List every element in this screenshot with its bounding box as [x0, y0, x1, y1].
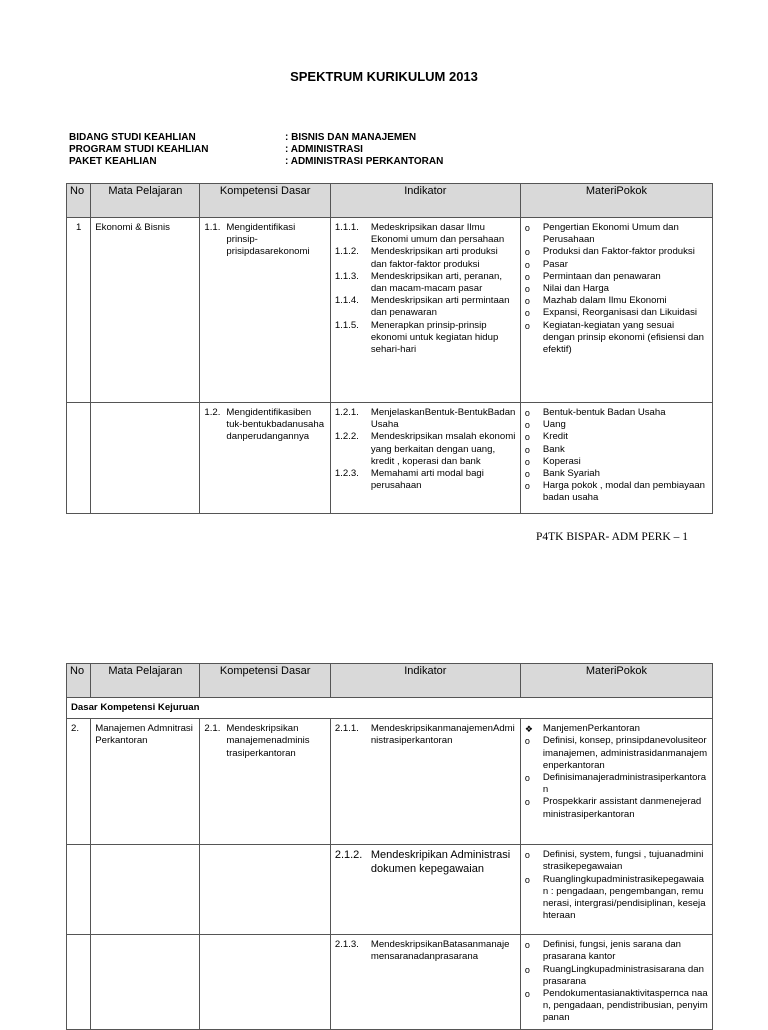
row-number [67, 845, 91, 935]
list-item [525, 874, 708, 923]
materi-cell [520, 403, 712, 514]
meta-row-paket [69, 156, 443, 168]
indikator-number: 1.1.1. [334, 222, 359, 233]
mata-pelajaran: Manajemen Admnitrasi Perkantoran [91, 719, 200, 845]
row-number: 2. [67, 719, 91, 845]
materi-text: Nilai dan Harga [542, 283, 610, 295]
indikator-number: 1.1.4. [334, 295, 359, 307]
list-item [525, 407, 708, 419]
indikator-text: Menerapkan prinsip-prinsip ekonomi untuk kegiatan hidup sehari-hari [370, 319, 499, 356]
section-title: Dasar Kompetensi Kejuruan [67, 698, 713, 719]
indikator-item [335, 246, 516, 270]
list-item [525, 444, 708, 456]
list-item [525, 772, 708, 796]
kompetensi-dasar [200, 845, 330, 935]
list-item [525, 431, 708, 443]
indikator-text: MenjelaskanBentuk-BentukBadan Usaha [370, 407, 516, 431]
meta-label: PROGRAM STUDI KEAHLIAN [69, 144, 209, 155]
circle-bullet-icon: o [524, 989, 530, 1000]
kd-text: Mengidentifikasi prinsip-prisipdasarekonomi [226, 222, 310, 258]
meta-row-bidang [69, 132, 443, 144]
circle-bullet-icon: o [524, 284, 530, 295]
circle-bullet-icon: o [524, 456, 530, 467]
mata-pelajaran: Ekonomi & Bisnis [91, 218, 200, 403]
materi-text: Pendokumentasianaktivitaspernca naan, pengadaan, pendistribusian, penyimpanan [542, 988, 708, 1024]
materi-text: Bentuk-bentuk Badan Usaha [542, 407, 666, 418]
curriculum-table-1 [66, 183, 713, 514]
materi-text: Kegiatan-kegiatan yang sesuai dengan prinsip ekonomi (efisiensi dan efektif) [542, 319, 704, 356]
materi-text: Definisi, fungsi, jenis sarana dan prasarana kantor [542, 939, 681, 963]
meta-value: : ADMINISTRASI PERKANTORAN [285, 156, 444, 167]
circle-bullet-icon: o [524, 964, 530, 975]
list-item [525, 468, 708, 480]
header-no: No [67, 664, 91, 698]
list-item [525, 307, 708, 319]
indikator-item [335, 468, 516, 492]
list-item [525, 849, 708, 873]
materi-text: Permintaan dan penawaran [542, 270, 661, 282]
indikator-item [335, 407, 516, 431]
materi-text: Ruanglingkupadministrasikepegawaian : pengadaan, pengembangan, remunerasi, intergrasi/pendisiplinan, kesejahteraan [542, 873, 706, 922]
row-number: 1 [67, 218, 91, 403]
indikator-text: MendeskripsikanmanajemenAdministrasiperkantoran [370, 723, 515, 747]
mata-pelajaran [91, 403, 200, 514]
kompetensi-dasar [200, 403, 330, 514]
circle-bullet-icon: o [524, 773, 530, 784]
materi-text: Kredit [542, 431, 568, 443]
indikator-text: Mendeskripsikan arti produksi dan faktor-faktor produksi [370, 246, 498, 270]
table-row [67, 845, 713, 935]
header-indikator: Indikator [330, 184, 520, 218]
header-mata-pelajaran: Mata Pelajaran [91, 664, 200, 698]
meta-label: PAKET KEAHLIAN [69, 156, 157, 167]
list-item [525, 320, 708, 357]
circle-bullet-icon: o [524, 874, 530, 885]
kd-number: 1.2. [204, 407, 221, 418]
table-row [67, 218, 713, 403]
meta-label: BIDANG STUDI KEAHLIAN [69, 132, 196, 143]
kd-number: 1.1. [204, 222, 221, 233]
indikator-text: Mendeskripikan Administrasi dokumen kepegawaian [370, 849, 511, 875]
circle-bullet-icon: o [524, 444, 530, 455]
section-row [67, 698, 713, 719]
materi-text: Mazhab dalam Ilmu Ekonomi [542, 295, 667, 307]
list-item [525, 259, 708, 271]
indikator-number: 1.2.1. [334, 407, 359, 418]
indikator-cell [330, 218, 520, 403]
indikator-number: 2.1.1. [334, 723, 359, 735]
circle-bullet-icon: o [524, 271, 530, 282]
meta-value: : BISNIS DAN MANAJEMEN [285, 132, 417, 143]
diamond-bullet-icon: ❖ [524, 724, 533, 735]
materi-cell [520, 719, 712, 845]
materi-text: Harga pokok , modal dan pembiayaan badan usaha [542, 480, 706, 504]
kd-text: Mengidentifikasiben tuk-bentukbadanusaha danperudangannya [226, 407, 325, 443]
list-item [525, 988, 708, 1025]
circle-bullet-icon: o [524, 469, 530, 480]
materi-text: Produksi dan Faktor-faktor produksi [542, 246, 695, 258]
header-materi-pokok: MateriPokok [520, 184, 712, 218]
header-no: No [67, 184, 91, 218]
list-item [525, 283, 708, 295]
header-indikator: Indikator [330, 664, 520, 698]
materi-text: Prospekkarir assistant danmenejeradministrasiperkantoran [542, 796, 702, 820]
header-kompetensi-dasar: Kompetensi Dasar [200, 184, 330, 218]
indikator-item [335, 320, 516, 357]
list-item [525, 271, 708, 283]
circle-bullet-icon: o [524, 797, 530, 808]
table-row [67, 935, 713, 1029]
curriculum-table-2 [66, 663, 713, 1030]
circle-bullet-icon: o [524, 408, 530, 418]
materi-text: Koperasi [542, 455, 581, 467]
list-item [525, 480, 708, 504]
circle-bullet-icon: o [524, 420, 530, 431]
materi-cell [520, 935, 712, 1029]
list-item [525, 796, 708, 820]
indikator-number: 1.2.3. [334, 468, 359, 480]
mata-pelajaran [91, 845, 200, 935]
circle-bullet-icon: o [524, 223, 530, 233]
program-info [69, 132, 443, 168]
materi-text: Pengertian Ekonomi Umum dan Perusahaan [542, 222, 679, 246]
indikator-text: MendeskripsikanBatasanmanajemensaranadanprasarana [370, 939, 510, 963]
list-item [525, 222, 708, 246]
materi-text: Uang [542, 419, 566, 431]
circle-bullet-icon: o [524, 850, 530, 861]
indikator-number: 1.1.5. [334, 319, 359, 331]
header-materi-pokok: MateriPokok [520, 664, 712, 698]
kd-number: 2.1. [204, 723, 221, 735]
circle-bullet-icon: o [524, 432, 530, 443]
indikator-text: Mendeskripsikan arti permintaan dan penawaran [370, 295, 510, 319]
list-item [525, 939, 708, 963]
circle-bullet-icon: o [524, 481, 530, 492]
kompetensi-dasar [200, 935, 330, 1029]
page-footer: P4TK BISPAR- ADM PERK – 1 [536, 531, 688, 543]
indikator-item [335, 939, 516, 963]
indikator-number: 1.1.3. [334, 270, 359, 282]
materi-cell [520, 218, 712, 403]
page-title: SPEKTRUM KURIKULUM 2013 [290, 69, 478, 84]
circle-bullet-icon: o [524, 308, 530, 319]
meta-value: : ADMINISTRASI [285, 144, 363, 155]
kompetensi-dasar [200, 719, 330, 845]
meta-row-program [69, 144, 443, 156]
materi-text: Expansi, Reorganisasi dan Likuidasi [542, 307, 697, 319]
materi-text: Pasar [542, 258, 568, 270]
table-header-row [67, 184, 713, 218]
indikator-item [335, 723, 516, 747]
indikator-item [335, 431, 516, 468]
circle-bullet-icon: o [524, 320, 530, 331]
circle-bullet-icon: o [524, 940, 530, 951]
indikator-text: Medeskripsikan dasar Ilmu Ekonomi umum dan persahaan [370, 222, 505, 246]
indikator-cell [330, 845, 520, 935]
materi-text: Bank Syariah [542, 468, 600, 480]
materi-text: Definisi, system, fungsi , tujuanadministrasikepegawaian [542, 849, 704, 873]
table-row [67, 403, 713, 514]
materi-text: ManjemenPerkantoran [542, 723, 640, 735]
materi-cell [520, 845, 712, 935]
table-row [67, 719, 713, 845]
indikator-text: Mendeskripsikan arti, peranan, dan macam-macam pasar [370, 270, 503, 295]
indikator-cell [330, 719, 520, 845]
list-item [525, 735, 708, 772]
indikator-number: 1.2.2. [334, 431, 359, 443]
indikator-text: Memahami arti modal bagi perusahaan [370, 468, 484, 492]
kompetensi-dasar [200, 218, 330, 403]
materi-text: Bank [542, 443, 565, 455]
mata-pelajaran [91, 935, 200, 1029]
indikator-number: 2.1.3. [334, 939, 359, 951]
list-item [525, 456, 708, 468]
indikator-item [335, 271, 516, 295]
materi-text: RuangLingkupadministrasisarana danprasarana [542, 963, 704, 987]
list-item [525, 964, 708, 988]
indikator-cell [330, 403, 520, 514]
circle-bullet-icon: o [524, 247, 530, 258]
indikator-number: 2.1.2. [334, 849, 363, 862]
circle-bullet-icon: o [524, 259, 530, 270]
row-number [67, 403, 91, 514]
indikator-item [335, 849, 516, 876]
circle-bullet-icon: o [524, 296, 530, 307]
materi-text: Definisi, konsep, prinsipdanevolusiteorimanajemen, administrasidanmanajemenperkantoran [542, 735, 708, 771]
list-item [525, 246, 708, 258]
table-header-row [67, 664, 713, 698]
row-number [67, 935, 91, 1029]
indikator-item [335, 295, 516, 319]
materi-text: Definisimanajeradministrasiperkantoran [542, 772, 707, 796]
list-item [525, 419, 708, 431]
indikator-number: 1.1.2. [334, 246, 359, 258]
header-mata-pelajaran: Mata Pelajaran [91, 184, 200, 218]
indikator-item [335, 222, 516, 246]
circle-bullet-icon: o [524, 736, 530, 747]
indikator-cell [330, 935, 520, 1029]
kd-text: Mendeskripsikan manajemenadminis trasiperkantoran [226, 723, 310, 759]
header-kompetensi-dasar: Kompetensi Dasar [200, 664, 330, 698]
indikator-text: Mendeskripsikan msalah ekonomi yang berkaitan dengan uang, kredit , koperasi dan bank [370, 431, 516, 467]
list-item [525, 295, 708, 307]
list-item [525, 723, 708, 735]
